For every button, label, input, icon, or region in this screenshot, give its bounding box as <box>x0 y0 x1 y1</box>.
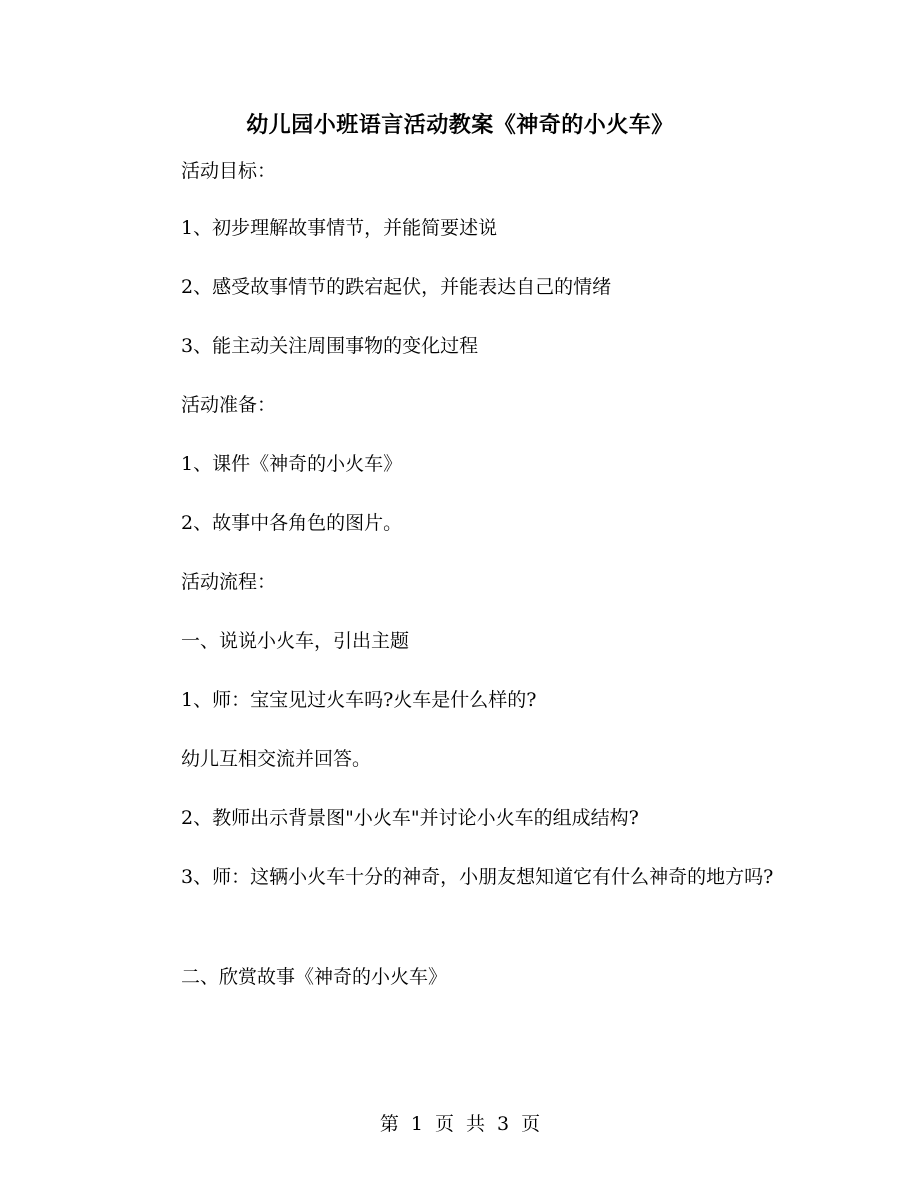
paragraph-step-2: 二、欣赏故事《神奇的小火车》 <box>181 966 448 988</box>
paragraph-prep-2: 2、故事中各角色的图片。 <box>181 512 403 534</box>
paragraph-goal-1: 1、初步理解故事情节，并能简要述说 <box>181 217 498 239</box>
paragraph-prep-1: 1、课件《神奇的小火车》 <box>181 453 403 475</box>
page-footer: 第 1 页 共 3 页 <box>379 1113 541 1135</box>
paragraph-goal-2: 2、感受故事情节的跌宕起伏，并能表达自己的情绪 <box>181 276 612 298</box>
paragraph-goal-3: 3、能主动关注周围事物的变化过程 <box>181 335 479 357</box>
section-heading-preparation: 活动准备： <box>181 394 277 416</box>
section-heading-process: 活动流程： <box>181 571 277 593</box>
paragraph-step-1-1: 1、师：宝宝见过火车吗?火车是什么样的? <box>181 689 537 711</box>
paragraph-step-1-answer: 幼儿互相交流并回答。 <box>181 748 372 770</box>
paragraph-step-1: 一、说说小火车，引出主题 <box>181 630 410 652</box>
paragraph-step-1-3: 3、师：这辆小火车十分的神奇，小朋友想知道它有什么神奇的地方吗? <box>181 866 774 888</box>
section-heading-goals: 活动目标： <box>181 160 277 182</box>
document-title: 幼儿园小班语言活动教案《神奇的小火车》 <box>246 112 674 138</box>
paragraph-step-1-2: 2、教师出示背景图"小火车"并讨论小火车的组成结构? <box>181 807 639 829</box>
